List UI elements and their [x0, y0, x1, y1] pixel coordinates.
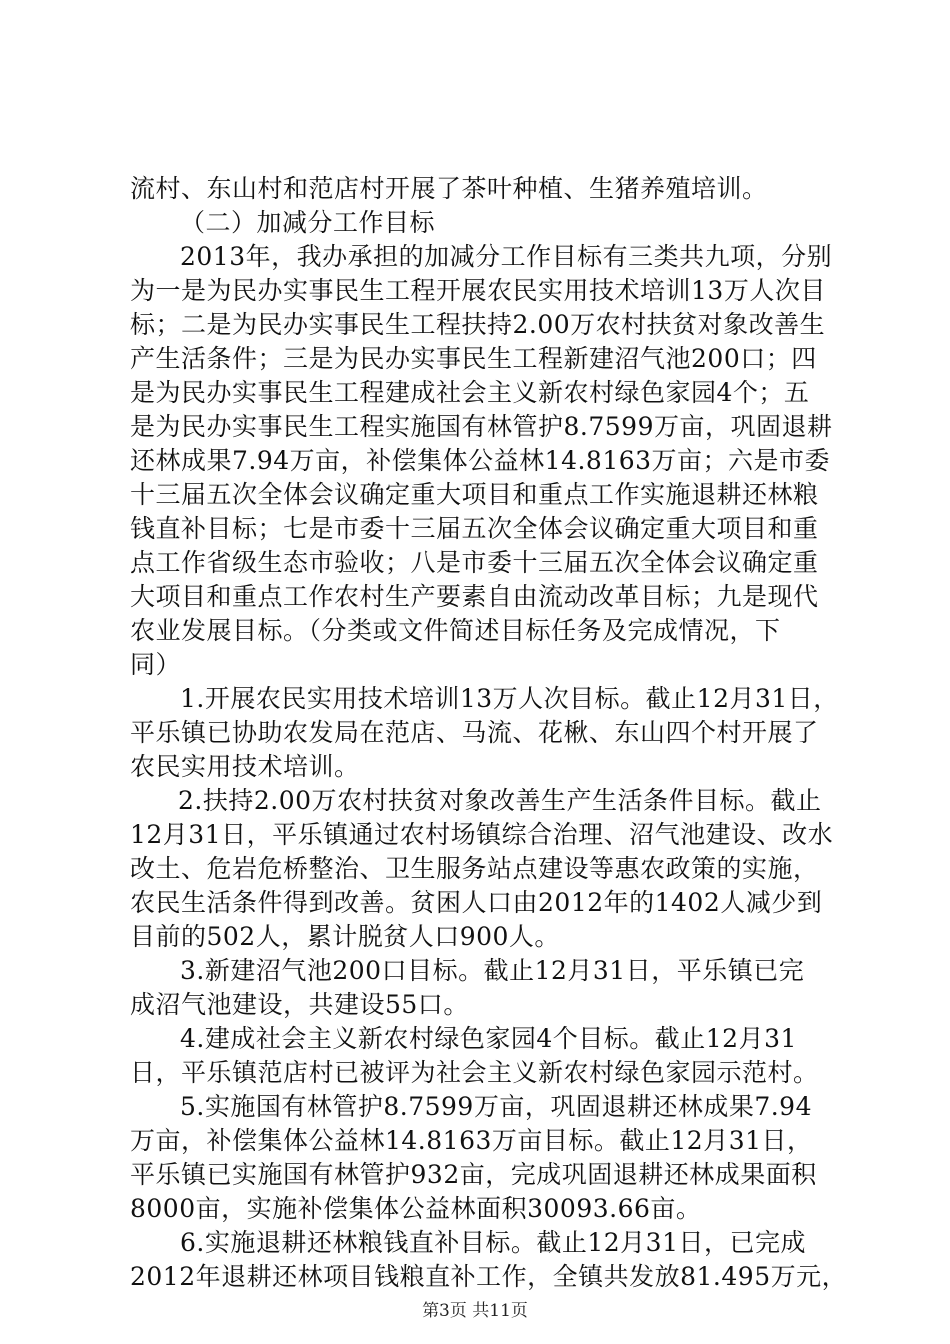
text-line: 大项目和重点工作农村生产要素自由流动改革目标；九是现代	[130, 582, 819, 611]
text-line: 平乐镇已协助农发局在范店、马流、花楸、东山四个村开展了	[130, 718, 819, 747]
text-line: 为一是为民办实事民生工程开展农民实用技术培训13万人次目	[130, 276, 826, 305]
text-line: 是为民办实事民生工程实施国有林管护8.7599万亩，巩固退耕	[130, 412, 833, 441]
page-number-footer: 第3页 共11页	[422, 1301, 528, 1321]
text-line: 同）	[130, 650, 182, 679]
text-line: 十三届五次全体会议确定重大项目和重点工作实施退耕还林粮	[130, 480, 819, 509]
text-line: 农民生活条件得到改善。贫困人口由2012年的1402人减少到	[130, 888, 823, 917]
text-line: 3.新建沼气池200口目标。截止12月31日，平乐镇已完	[180, 956, 805, 985]
text-line: 农民实用技术培训。	[130, 752, 360, 781]
text-line: 平乐镇已实施国有林管护932亩，完成巩固退耕还林成果面积	[130, 1160, 817, 1189]
text-line: 日，平乐镇范店村已被评为社会主义新农村绿色家园示范村。	[130, 1058, 819, 1087]
text-line: 钱直补目标；七是市委十三届五次全体会议确定重大项目和重	[130, 514, 819, 543]
text-line: 标；二是为民办实事民生工程扶持2.00万农村扶贫对象改善生	[130, 310, 826, 339]
text-line: 1.开展农民实用技术培训13万人次目标。截止12月31日，	[180, 684, 839, 713]
text-line: 目前的502人，累计脱贫人口900人。	[130, 922, 560, 951]
text-line: 流村、东山村和范店村开展了茶叶种植、生猪养殖培训。	[130, 174, 768, 203]
text-line: 是为民办实事民生工程建成社会主义新农村绿色家园4个；五	[130, 378, 810, 407]
text-line: 产生活条件；三是为民办实事民生工程新建沼气池200口；四	[130, 344, 817, 373]
section-heading: （二）加减分工作目标	[180, 208, 436, 237]
text-line: 点工作省级生态市验收；八是市委十三届五次全体会议确定重	[130, 548, 819, 577]
text-line: 万亩，补偿集体公益林14.8163万亩目标。截止12月31日，	[130, 1126, 813, 1155]
text-line: 2.扶持2.00万农村扶贫对象改善生产生活条件目标。截止	[178, 786, 822, 815]
text-line: 改土、危岩危桥整治、卫生服务站点建设等惠农政策的实施，	[130, 854, 819, 883]
text-line: 12月31日，平乐镇通过农村场镇综合治理、沼气池建设、改水	[130, 820, 834, 849]
text-line: 还林成果7.94万亩，补偿集体公益林14.8163万亩；六是市委	[130, 446, 831, 475]
text-line: 农业发展目标。（分类或文件简述目标任务及完成情况，下	[130, 616, 781, 645]
text-line: 5.实施国有林管护8.7599万亩，巩固退耕还林成果7.94	[180, 1092, 812, 1121]
text-line: 8000亩，实施补偿集体公益林面积30093.66亩。	[130, 1194, 702, 1223]
text-line: 6.实施退耕还林粮钱直补目标。截止12月31日，已完成	[180, 1228, 806, 1257]
text-line: 2013年，我办承担的加减分工作目标有三类共九项，分别	[180, 242, 833, 271]
text-line: 4.建成社会主义新农村绿色家园4个目标。截止12月31	[180, 1024, 797, 1053]
text-line: 2012年退耕还林项目钱粮直补工作，全镇共发放81.495万元，	[130, 1262, 848, 1291]
text-line: 成沼气池建设，共建设55口。	[130, 990, 469, 1019]
